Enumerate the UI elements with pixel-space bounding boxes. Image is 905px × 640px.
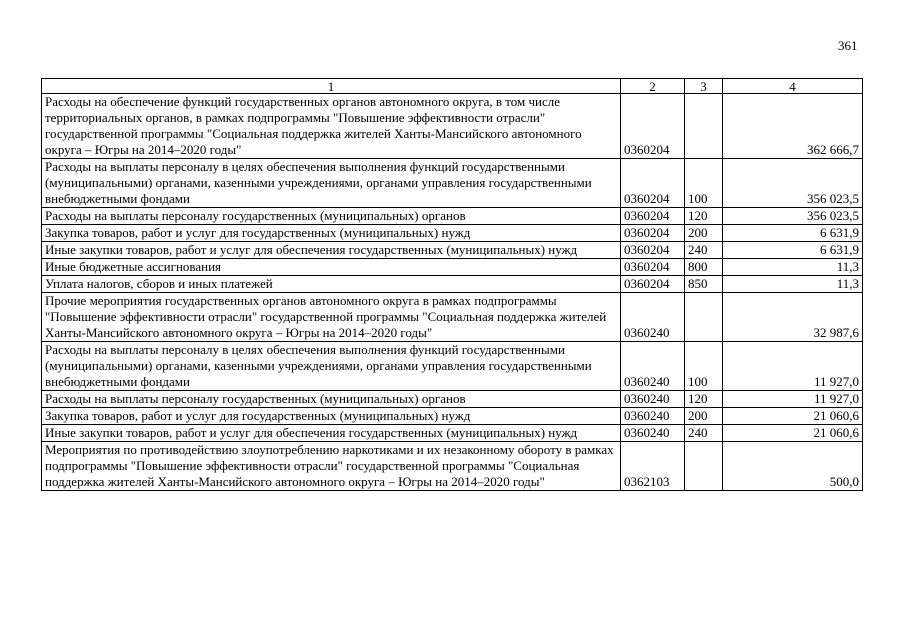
table-header-row <box>42 79 863 94</box>
expense-type-cell: 100 <box>685 342 723 391</box>
header-cell-3: 3 <box>685 79 723 94</box>
budget-table <box>41 78 863 491</box>
expense-type-cell: 240 <box>685 242 723 259</box>
expense-name-cell: Закупка товаров, работ и услуг для государственных (муниципальных) нужд <box>42 225 621 242</box>
expense-name-cell: Расходы на выплаты персоналу в целях обеспечения выполнения функций государственными (муниципальными) органами, казенными учреждениями, органами управления государственными внебюджетными фондами <box>42 342 621 391</box>
expense-type-cell: 850 <box>685 276 723 293</box>
expense-type-cell <box>685 293 723 342</box>
amount-cell: 11 927,0 <box>723 342 863 391</box>
expense-type-cell: 200 <box>685 408 723 425</box>
expense-name-cell: Иные закупки товаров, работ и услуг для обеспечения государственных (муниципальных) нужд <box>42 242 621 259</box>
table-row <box>42 94 863 159</box>
expense-name-cell: Расходы на выплаты персоналу государственных (муниципальных) органов <box>42 208 621 225</box>
target-code-cell: 0360204 <box>621 94 685 159</box>
expense-name-cell: Иные бюджетные ассигнования <box>42 259 621 276</box>
target-code-cell: 0360204 <box>621 159 685 208</box>
amount-cell: 362 666,7 <box>723 94 863 159</box>
target-code-cell: 0360240 <box>621 342 685 391</box>
expense-name-cell: Закупка товаров, работ и услуг для государственных (муниципальных) нужд <box>42 408 621 425</box>
expense-name-cell: Мероприятия по противодействию злоупотреблению наркотиками и их незаконному обороту в рамках подпрограммы "Повышение эффективности отрасли" государственной программы "Социальная поддержка жителей Ханты-Мансийского автономного округа – Югры на 2014–2020 годы" <box>42 442 621 491</box>
target-code-cell: 0360204 <box>621 242 685 259</box>
amount-cell: 32 987,6 <box>723 293 863 342</box>
table-row <box>42 425 863 442</box>
header-cell-1: 1 <box>42 79 621 94</box>
expense-name-cell: Уплата налогов, сборов и иных платежей <box>42 276 621 293</box>
target-code-cell: 0360240 <box>621 391 685 408</box>
amount-cell: 21 060,6 <box>723 408 863 425</box>
table-row <box>42 208 863 225</box>
amount-cell: 6 631,9 <box>723 242 863 259</box>
target-code-cell: 0360240 <box>621 293 685 342</box>
target-code-cell: 0360204 <box>621 208 685 225</box>
table-row <box>42 342 863 391</box>
header-cell-2: 2 <box>621 79 685 94</box>
target-code-cell: 0360204 <box>621 225 685 242</box>
table-row <box>42 159 863 208</box>
expense-name-cell: Расходы на обеспечение функций государственных органов автономного округа, в том числе территориальных органов, в рамках подпрограммы "Повышение эффективности отрасли" государственной программы "Социальная поддержка жителей Ханты-Мансийского автономного округа – Югры на 2014–2020 годы" <box>42 94 621 159</box>
expense-type-cell: 100 <box>685 159 723 208</box>
expense-name-cell: Прочие мероприятия государственных органов автономного округа в рамках подпрограммы "Повышение эффективности отрасли" государственной программы "Социальная поддержка жителей Ханты-Мансийского автономного округа – Югры на 2014–2020 годы" <box>42 293 621 342</box>
table-row <box>42 259 863 276</box>
amount-cell: 11,3 <box>723 259 863 276</box>
amount-cell: 356 023,5 <box>723 159 863 208</box>
amount-cell: 11,3 <box>723 276 863 293</box>
amount-cell: 356 023,5 <box>723 208 863 225</box>
page-number: 361 <box>838 38 858 53</box>
expense-type-cell: 120 <box>685 391 723 408</box>
table-row <box>42 225 863 242</box>
expense-type-cell <box>685 94 723 159</box>
target-code-cell: 0360240 <box>621 408 685 425</box>
target-code-cell: 0360240 <box>621 425 685 442</box>
expense-name-cell: Иные закупки товаров, работ и услуг для обеспечения государственных (муниципальных) нужд <box>42 425 621 442</box>
amount-cell: 6 631,9 <box>723 225 863 242</box>
amount-cell: 500,0 <box>723 442 863 491</box>
expense-name-cell: Расходы на выплаты персоналу государственных (муниципальных) органов <box>42 391 621 408</box>
expense-type-cell <box>685 442 723 491</box>
target-code-cell: 0360204 <box>621 276 685 293</box>
table-row <box>42 242 863 259</box>
expense-name-cell: Расходы на выплаты персоналу в целях обеспечения выполнения функций государственными (муниципальными) органами, казенными учреждениями, органами управления государственными внебюджетными фондами <box>42 159 621 208</box>
target-code-cell: 0362103 <box>621 442 685 491</box>
amount-cell: 11 927,0 <box>723 391 863 408</box>
table-row <box>42 391 863 408</box>
table-row <box>42 293 863 342</box>
table-row <box>42 408 863 425</box>
table-row <box>42 276 863 293</box>
table-row <box>42 442 863 491</box>
expense-type-cell: 120 <box>685 208 723 225</box>
expense-type-cell: 800 <box>685 259 723 276</box>
target-code-cell: 0360204 <box>621 259 685 276</box>
expense-type-cell: 200 <box>685 225 723 242</box>
expense-type-cell: 240 <box>685 425 723 442</box>
header-cell-4: 4 <box>723 79 863 94</box>
budget-table-body <box>42 79 863 491</box>
amount-cell: 21 060,6 <box>723 425 863 442</box>
